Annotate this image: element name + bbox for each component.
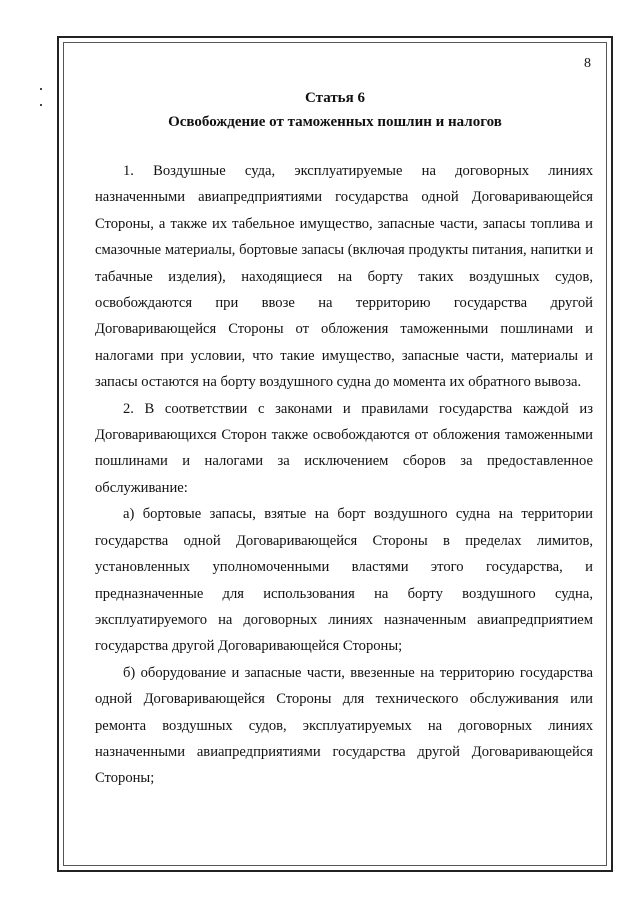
page-number: 8 xyxy=(584,56,591,71)
paragraph-2b: б) оборудование и запасные части, ввезенные на территорию государства одной Договаривающейся Стороны для технического обслуживания или ремонта воздушных судов, эксплуатируемых на договорных линиях назначенными авиапредприятиями государства другой Договаривающейся Стороны; xyxy=(95,664,593,787)
article-title: Статья 6 xyxy=(305,90,365,106)
paragraph-2a: а) бортовые запасы, взятые на борт воздушного судна на территории государства одной Договаривающейся Стороны в пределах лимитов, установленных уполномоченными властями этого государства, и предназначенные для использования на борту воздушного судна, эксплуатируемого на договорных линиях назначенным авиапредприятием государства другой Договаривающейся Стороны; xyxy=(95,506,593,655)
paragraph-1: 1. Воздушные суда, эксплуатируемые на договорных линиях назначенными авиапредприятиями государства одной Договаривающейся Стороны, а также их табельное имущество, запасные части, запасы топлива и смазочные материалы, бортовые запасы (включая продукты питания, напитки и табачные изделия), находящиеся на борту таких воздушных судов, освобождаются при ввозе на территорию государства другой Договаривающейся Стороны от обложения таможенными пошлинами и налогами при условии, что такие имущество, запасные части, материалы и запасы остаются на борту воздушного судна до момента их обратного вывоза. xyxy=(95,163,593,391)
page-frame xyxy=(57,36,613,872)
scan-mark-bottom xyxy=(40,104,42,106)
document-body xyxy=(95,158,593,792)
article-subtitle: Освобождение от таможенных пошлин и налогов xyxy=(168,114,502,130)
paragraph-2: 2. В соответствии с законами и правилами государства каждой из Договаривающихся Сторон также освобождаются от обложения таможенными пошлинами и налогами за исключением сборов за предоставленное обслуживание: xyxy=(95,400,593,496)
scan-mark-top xyxy=(40,88,42,90)
